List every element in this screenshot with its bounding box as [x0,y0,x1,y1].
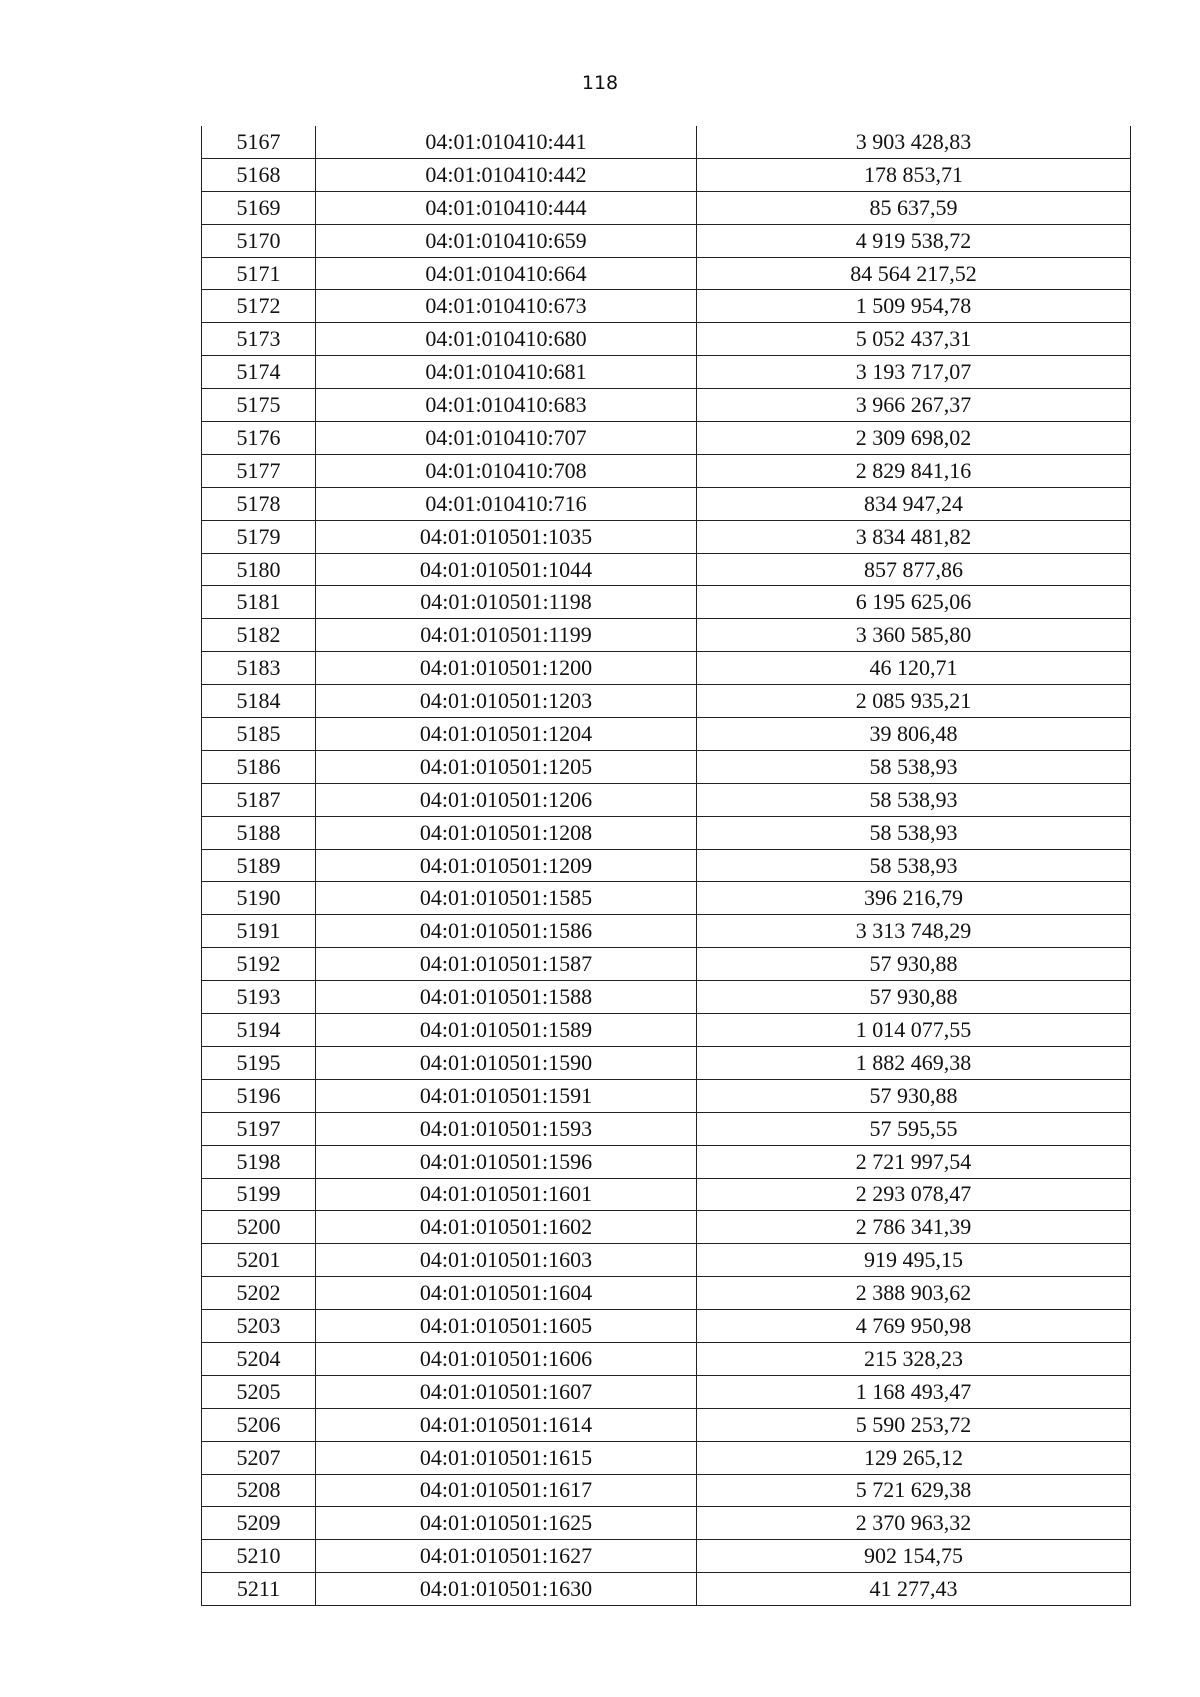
table-row [202,816,1131,849]
table-row [202,849,1131,882]
cadastral-number-cell: 04:01:010410:680 [316,323,697,356]
table-row [202,1112,1131,1145]
cadastral-value-cell: 2 829 841,16 [697,454,1131,487]
cadastral-value-cell: 919 495,15 [697,1244,1131,1277]
cadastral-value-cell: 2 721 997,54 [697,1145,1131,1178]
cadastral-value-cell: 902 154,75 [697,1540,1131,1573]
cadastral-value-cell: 2 309 698,02 [697,422,1131,455]
cadastral-number-cell: 04:01:010501:1601 [316,1178,697,1211]
cadastral-number-cell: 04:01:010410:708 [316,454,697,487]
cadastral-value-cell: 5 590 253,72 [697,1408,1131,1441]
row-number-cell: 5180 [202,553,316,586]
table-row [202,1408,1131,1441]
cadastral-value-cell: 58 538,93 [697,750,1131,783]
row-number-cell: 5178 [202,487,316,520]
cadastral-value-cell: 4 769 950,98 [697,1310,1131,1343]
row-number-cell: 5181 [202,586,316,619]
cadastral-number-cell: 04:01:010501:1589 [316,1014,697,1047]
cadastral-value-cell: 57 930,88 [697,948,1131,981]
cadastral-value-cell: 6 195 625,06 [697,586,1131,619]
cadastral-value-cell: 41 277,43 [697,1573,1131,1606]
table-row [202,1310,1131,1343]
table-row [202,915,1131,948]
row-number-cell: 5204 [202,1342,316,1375]
table-row [202,454,1131,487]
table-row [202,882,1131,915]
cadastral-value-cell: 2 786 341,39 [697,1211,1131,1244]
row-number-cell: 5191 [202,915,316,948]
row-number-cell: 5187 [202,783,316,816]
cadastral-number-cell: 04:01:010501:1044 [316,553,697,586]
table-row [202,126,1131,158]
table-row [202,323,1131,356]
table-row [202,1046,1131,1079]
cadastral-value-cell: 57 930,88 [697,1079,1131,1112]
table-row [202,257,1131,290]
cadastral-value-cell: 215 328,23 [697,1342,1131,1375]
row-number-cell: 5195 [202,1046,316,1079]
row-number-cell: 5172 [202,290,316,323]
row-number-cell: 5206 [202,1408,316,1441]
row-number-cell: 5171 [202,257,316,290]
table-row [202,1211,1131,1244]
cadastral-value-cell: 58 538,93 [697,849,1131,882]
cadastral-value-cell: 834 947,24 [697,487,1131,520]
table-row [202,586,1131,619]
table-row [202,685,1131,718]
cadastral-number-cell: 04:01:010501:1203 [316,685,697,718]
row-number-cell: 5170 [202,224,316,257]
cadastral-value-cell: 4 919 538,72 [697,224,1131,257]
row-number-cell: 5184 [202,685,316,718]
row-number-cell: 5174 [202,356,316,389]
table-row [202,1507,1131,1540]
cadastral-value-cell: 1 882 469,38 [697,1046,1131,1079]
cadastral-number-cell: 04:01:010501:1593 [316,1112,697,1145]
table-row [202,487,1131,520]
cadastral-value-cell: 85 637,59 [697,191,1131,224]
row-number-cell: 5177 [202,454,316,487]
row-number-cell: 5183 [202,652,316,685]
row-number-cell: 5192 [202,948,316,981]
cadastral-value-cell: 857 877,86 [697,553,1131,586]
row-number-cell: 5193 [202,981,316,1014]
row-number-cell: 5173 [202,323,316,356]
cadastral-number-cell: 04:01:010501:1198 [316,586,697,619]
cadastral-value-cell: 3 193 717,07 [697,356,1131,389]
row-number-cell: 5182 [202,619,316,652]
cadastral-value-cell: 58 538,93 [697,816,1131,849]
cadastral-number-cell: 04:01:010501:1199 [316,619,697,652]
row-number-cell: 5190 [202,882,316,915]
row-number-cell: 5169 [202,191,316,224]
row-number-cell: 5196 [202,1079,316,1112]
cadastral-number-cell: 04:01:010410:664 [316,257,697,290]
table-row [202,290,1131,323]
cadastral-number-cell: 04:01:010410:681 [316,356,697,389]
table-row [202,1342,1131,1375]
cadastral-value-cell: 1 014 077,55 [697,1014,1131,1047]
cadastral-value-table [201,126,1131,1606]
table-row [202,158,1131,191]
table-row [202,1540,1131,1573]
row-number-cell: 5207 [202,1441,316,1474]
cadastral-number-cell: 04:01:010501:1585 [316,882,697,915]
cadastral-number-cell: 04:01:010410:707 [316,422,697,455]
cadastral-number-cell: 04:01:010410:716 [316,487,697,520]
cadastral-value-cell: 3 313 748,29 [697,915,1131,948]
cadastral-value-cell: 3 360 585,80 [697,619,1131,652]
cadastral-number-cell: 04:01:010501:1586 [316,915,697,948]
table-row [202,750,1131,783]
table-row [202,718,1131,751]
table-row [202,981,1131,1014]
cadastral-value-cell: 5 721 629,38 [697,1474,1131,1507]
row-number-cell: 5189 [202,849,316,882]
cadastral-value-cell: 57 930,88 [697,981,1131,1014]
cadastral-number-cell: 04:01:010410:673 [316,290,697,323]
table-row [202,356,1131,389]
table-row [202,520,1131,553]
cadastral-number-cell: 04:01:010501:1605 [316,1310,697,1343]
cadastral-number-cell: 04:01:010501:1204 [316,718,697,751]
cadastral-value-cell: 2 388 903,62 [697,1277,1131,1310]
table-row [202,1375,1131,1408]
table-row [202,553,1131,586]
cadastral-number-cell: 04:01:010501:1607 [316,1375,697,1408]
row-number-cell: 5198 [202,1145,316,1178]
table-row [202,783,1131,816]
cadastral-value-cell: 3 834 481,82 [697,520,1131,553]
cadastral-number-cell: 04:01:010501:1588 [316,981,697,1014]
row-number-cell: 5167 [202,126,316,158]
table-row [202,652,1131,685]
row-number-cell: 5175 [202,389,316,422]
cadastral-number-cell: 04:01:010501:1625 [316,1507,697,1540]
row-number-cell: 5202 [202,1277,316,1310]
cadastral-number-cell: 04:01:010501:1208 [316,816,697,849]
cadastral-number-cell: 04:01:010501:1603 [316,1244,697,1277]
row-number-cell: 5186 [202,750,316,783]
cadastral-number-cell: 04:01:010410:683 [316,389,697,422]
cadastral-number-cell: 04:01:010501:1627 [316,1540,697,1573]
table-row [202,619,1131,652]
row-number-cell: 5179 [202,520,316,553]
cadastral-number-cell: 04:01:010501:1035 [316,520,697,553]
cadastral-number-cell: 04:01:010410:441 [316,126,697,158]
row-number-cell: 5194 [202,1014,316,1047]
cadastral-value-cell: 58 538,93 [697,783,1131,816]
cadastral-value-cell: 84 564 217,52 [697,257,1131,290]
cadastral-value-cell: 57 595,55 [697,1112,1131,1145]
row-number-cell: 5205 [202,1375,316,1408]
row-number-cell: 5210 [202,1540,316,1573]
cadastral-value-cell: 3 966 267,37 [697,389,1131,422]
cadastral-value-cell: 2 370 963,32 [697,1507,1131,1540]
cadastral-number-cell: 04:01:010501:1630 [316,1573,697,1606]
table-row [202,1145,1131,1178]
row-number-cell: 5201 [202,1244,316,1277]
table-row [202,191,1131,224]
table-row [202,1014,1131,1047]
row-number-cell: 5211 [202,1573,316,1606]
cadastral-number-cell: 04:01:010501:1614 [316,1408,697,1441]
cadastral-number-cell: 04:01:010501:1617 [316,1474,697,1507]
row-number-cell: 5185 [202,718,316,751]
table-row [202,1244,1131,1277]
row-number-cell: 5203 [202,1310,316,1343]
cadastral-number-cell: 04:01:010501:1590 [316,1046,697,1079]
cadastral-value-cell: 129 265,12 [697,1441,1131,1474]
cadastral-number-cell: 04:01:010501:1602 [316,1211,697,1244]
row-number-cell: 5209 [202,1507,316,1540]
cadastral-value-cell: 2 085 935,21 [697,685,1131,718]
cadastral-number-cell: 04:01:010501:1206 [316,783,697,816]
table-row [202,224,1131,257]
row-number-cell: 5200 [202,1211,316,1244]
table-row [202,389,1131,422]
cadastral-value-cell: 396 216,79 [697,882,1131,915]
table-row [202,1178,1131,1211]
cadastral-number-cell: 04:01:010410:444 [316,191,697,224]
cadastral-value-cell: 178 853,71 [697,158,1131,191]
cadastral-value-cell: 2 293 078,47 [697,1178,1131,1211]
row-number-cell: 5176 [202,422,316,455]
cadastral-number-cell: 04:01:010501:1606 [316,1342,697,1375]
table-row [202,1441,1131,1474]
cadastral-number-cell: 04:01:010410:659 [316,224,697,257]
cadastral-number-cell: 04:01:010501:1205 [316,750,697,783]
row-number-cell: 5208 [202,1474,316,1507]
cadastral-number-cell: 04:01:010410:442 [316,158,697,191]
cadastral-value-cell: 1 168 493,47 [697,1375,1131,1408]
table-body [202,126,1131,1606]
cadastral-number-cell: 04:01:010501:1209 [316,849,697,882]
table-row [202,948,1131,981]
table-row [202,1573,1131,1606]
table-row [202,1277,1131,1310]
cadastral-value-cell: 46 120,71 [697,652,1131,685]
cadastral-number-cell: 04:01:010501:1604 [316,1277,697,1310]
page-number: 118 [581,72,619,94]
row-number-cell: 5188 [202,816,316,849]
cadastral-number-cell: 04:01:010501:1587 [316,948,697,981]
row-number-cell: 5168 [202,158,316,191]
cadastral-number-cell: 04:01:010501:1615 [316,1441,697,1474]
cadastral-value-cell: 39 806,48 [697,718,1131,751]
cadastral-value-cell: 3 903 428,83 [697,126,1131,158]
row-number-cell: 5199 [202,1178,316,1211]
cadastral-value-cell: 5 052 437,31 [697,323,1131,356]
row-number-cell: 5197 [202,1112,316,1145]
cadastral-number-cell: 04:01:010501:1200 [316,652,697,685]
cadastral-value-cell: 1 509 954,78 [697,290,1131,323]
table-row [202,1474,1131,1507]
table-row [202,1079,1131,1112]
cadastral-number-cell: 04:01:010501:1591 [316,1079,697,1112]
table-row [202,422,1131,455]
cadastral-number-cell: 04:01:010501:1596 [316,1145,697,1178]
